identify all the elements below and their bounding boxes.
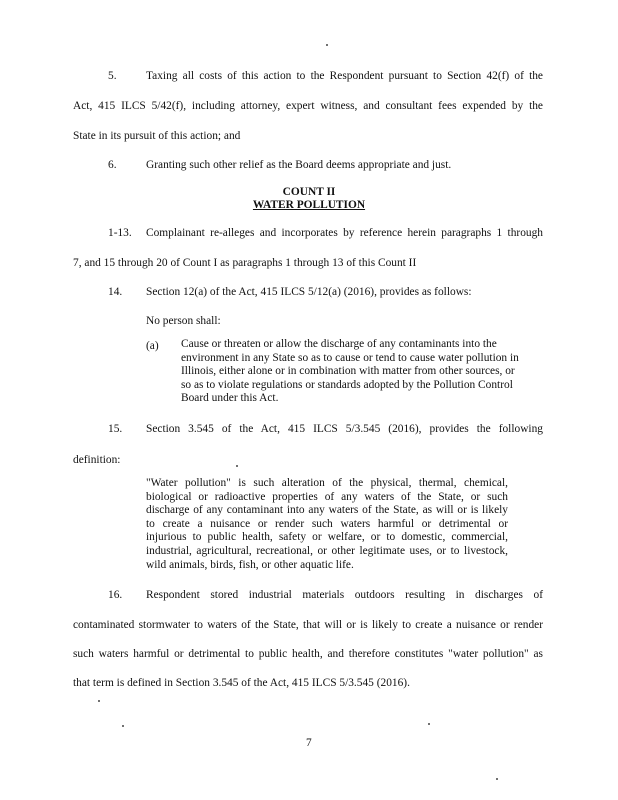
- paragraph-5-line-2: Act, 415 ILCS 5/42(f), including attorney, expert witness, and consultant fees expended by the: [73, 100, 543, 112]
- scan-speck: [236, 465, 238, 467]
- sub-line: Cause or threaten or allow the discharge of any contaminants into the: [181, 338, 497, 350]
- paragraph-15-line-1: Section 3.545 of the Act, 415 ILCS 5/3.545 (2016), provides the following: [146, 423, 543, 435]
- paragraph-16-line-4: that term is defined in Section 3.545 of the Act, 415 ILCS 5/3.545 (2016).: [73, 677, 410, 689]
- water-pollution-definition-quote: [146, 477, 508, 572]
- quote-line: to create a nuisance or render such waters harmful or detrimental or: [146, 517, 508, 530]
- paragraph-15-line-2: definition:: [73, 454, 121, 466]
- paragraph-15-number: 15.: [108, 423, 123, 435]
- count-title: COUNT II: [282, 186, 336, 198]
- quote-line: industrial, agricultural, recreational, or other legitimate uses, or to livestock,: [146, 544, 508, 557]
- paragraph-16-number: 16.: [108, 589, 123, 601]
- paragraph-14-number: 14.: [108, 286, 123, 298]
- paragraph-14-sub-text: [181, 338, 543, 406]
- sub-line: Board under this Act.: [181, 392, 279, 405]
- quote-line: "Water pollution" is such alteration of the physical, thermal, chemical,: [146, 477, 508, 489]
- scan-speck: [496, 778, 498, 780]
- count-subtitle: WATER POLLUTION: [252, 199, 366, 211]
- paragraph-1-13-number: 1-13.: [108, 227, 132, 239]
- paragraph-16-line-1: Respondent stored industrial materials outdoors resulting in discharges of: [146, 589, 543, 601]
- scan-speck: [98, 700, 100, 702]
- paragraph-14-text: Section 12(a) of the Act, 415 ILCS 5/12(a) (2016), provides as follows:: [146, 286, 472, 298]
- paragraph-5-number: 5.: [108, 70, 117, 82]
- paragraph-14-sub-label: (a): [146, 340, 159, 352]
- quote-line: discharge of any contaminant into any waters of the State, as will or is likely: [146, 504, 508, 517]
- quote-line: injurious to public health, safety or welfare, or to domestic, commercial,: [146, 531, 508, 544]
- paragraph-6-number: 6.: [108, 159, 117, 171]
- paragraph-14-intro: No person shall:: [146, 315, 221, 327]
- scan-speck: [428, 723, 430, 725]
- paragraph-5-line-1: Taxing all costs of this action to the Respondent pursuant to Section 42(f) of the: [146, 70, 543, 82]
- paragraph-16-line-2: contaminated stormwater to waters of the State, that will or is likely to create a nuisance or render: [73, 619, 543, 631]
- page-number: 7: [306, 737, 312, 749]
- count-subtitle-wrap: [0, 199, 618, 211]
- sub-line: environment in any State so as to cause or tend to cause water pollution in: [181, 351, 519, 364]
- scan-speck: [326, 44, 328, 46]
- sub-line: Illinois, either alone or in combination with matter from other sources, or: [181, 365, 515, 378]
- paragraph-1-13-line-2: 7, and 15 through 20 of Count I as paragraphs 1 through 13 of this Count II: [73, 257, 417, 269]
- sub-line: so as to violate regulations or standards adopted by the Pollution Control: [181, 378, 513, 391]
- quote-line: biological or radioactive properties of any waters of the State, or such: [146, 490, 508, 503]
- scan-speck: [122, 725, 124, 727]
- quote-line: wild animals, birds, fish, or other aquatic life.: [146, 558, 354, 571]
- paragraph-1-13-line-1: Complainant re-alleges and incorporates by reference herein paragraphs 1 through: [146, 227, 543, 239]
- paragraph-5-line-3: State in its pursuit of this action; and: [73, 130, 241, 142]
- paragraph-16-line-3: such waters harmful or detrimental to public health, and therefore constitutes "water pollution" as: [73, 648, 543, 660]
- paragraph-6-text: Granting such other relief as the Board deems appropriate and just.: [146, 159, 452, 171]
